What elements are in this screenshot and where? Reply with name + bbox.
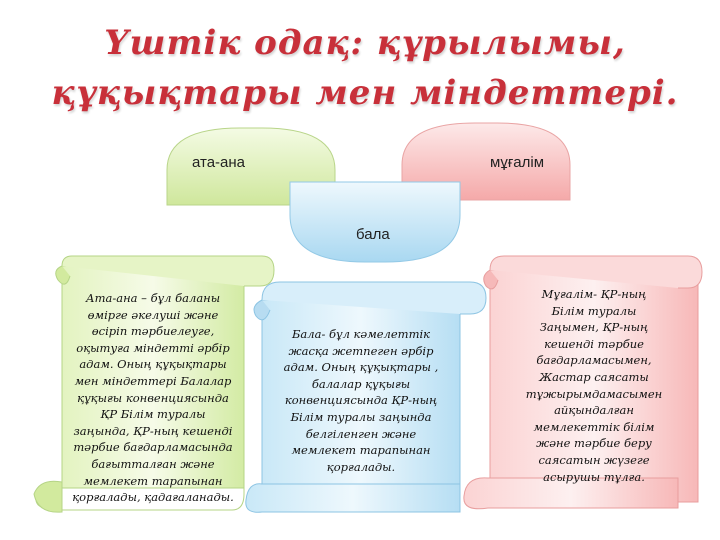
text-line: Бала- бұл кәмелеттік xyxy=(291,327,431,341)
text-line: айқындалған xyxy=(554,403,634,418)
text-line: Білім туралы заңында xyxy=(290,409,432,424)
text-line: өмірге әкелуші және xyxy=(87,307,219,322)
text-line: белгіленген және xyxy=(305,426,417,441)
middle-scroll-text xyxy=(262,326,460,475)
text-line: ҚР Білім туралы xyxy=(100,407,206,422)
child-shape xyxy=(290,182,460,262)
text-line: Ата-ана – бұл баланы xyxy=(85,291,221,305)
text-line: Заңымен, ҚР-ның xyxy=(539,320,649,335)
text-line: кешенді тәрбие xyxy=(544,336,644,351)
child-label: бала xyxy=(356,226,390,243)
page-title xyxy=(40,18,690,118)
text-line: асырушы тұлға. xyxy=(543,469,645,484)
text-line: Білім туралы xyxy=(551,303,637,318)
text-line: оқытуға міндетті әрбір xyxy=(76,340,230,355)
text-line: қорғалады, қадағаланады. xyxy=(72,490,234,505)
parent-label: ата-ана xyxy=(192,154,246,171)
text-line: заңында, ҚР-ның кешенді xyxy=(73,423,233,438)
text-line: адам. Оның құқықтары , xyxy=(283,360,439,375)
title-line-2: құқықтары мен міндеттері. xyxy=(51,73,679,113)
text-line: тәрбие бағдарламасында xyxy=(73,440,233,455)
text-line: саясатын жүзеге xyxy=(538,452,650,467)
teacher-label: мұғалім xyxy=(490,154,545,171)
text-line: мемлекет тарапынан xyxy=(83,473,223,488)
title-line-1: Үштік одақ: құрылымы, xyxy=(104,23,626,63)
text-line: бағытталған және xyxy=(91,456,215,471)
text-line: және тәрбие беру xyxy=(536,436,652,451)
text-line: бағдарламасымен, xyxy=(536,353,652,368)
text-line: құқығы конвенциясында xyxy=(77,390,229,405)
text-line: тұжырымдамасымен xyxy=(525,386,663,401)
text-line: мемлекеттік білім xyxy=(533,419,655,434)
text-line: өсіріп тәрбиелеуге, xyxy=(91,324,215,339)
text-line: жасқа жетпеген әрбір xyxy=(288,343,434,358)
text-line: балалар құқығы xyxy=(311,376,411,391)
text-line: мемлекет тарапынан xyxy=(291,443,431,458)
text-line: адам. Оның құқықтары xyxy=(79,357,227,372)
left-scroll-text xyxy=(62,290,244,506)
text-line: конвенциясында ҚР-ның xyxy=(284,393,438,408)
text-line: мен міндеттері Балалар xyxy=(74,373,232,388)
text-line: Жастар саясаты xyxy=(539,369,649,384)
right-scroll-text xyxy=(490,286,698,485)
text-line: қорғалады. xyxy=(326,459,396,474)
text-line: Мұғалім- ҚР-ның xyxy=(541,287,647,301)
